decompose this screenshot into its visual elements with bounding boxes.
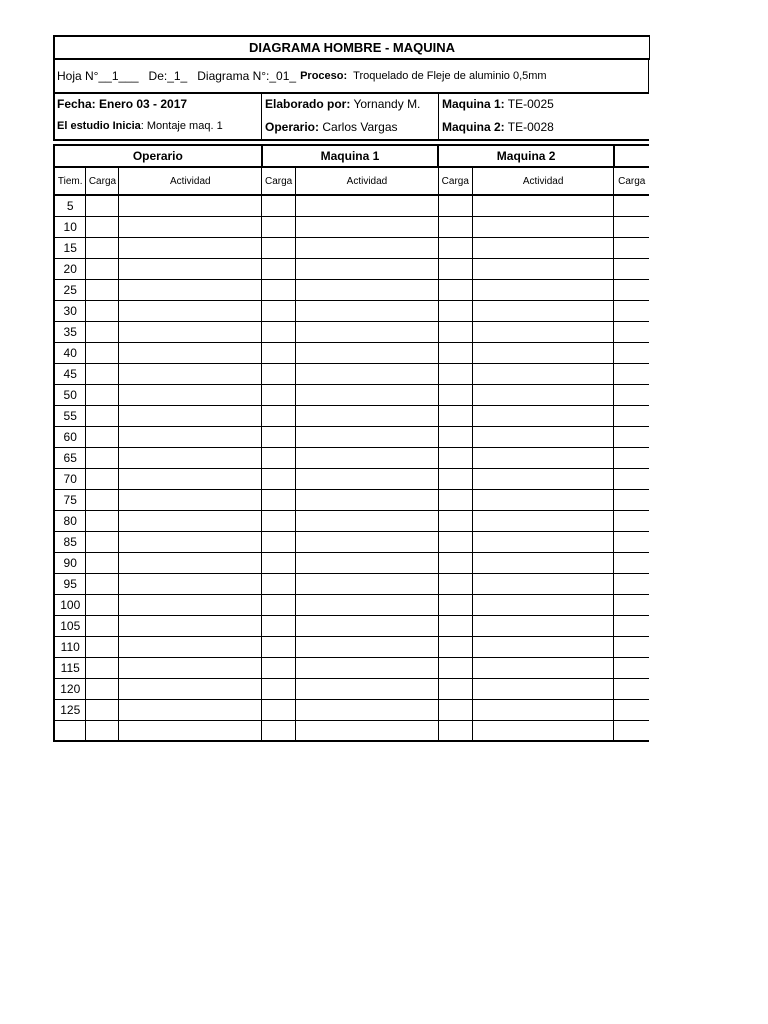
- time-cell: 75: [54, 489, 86, 510]
- maquina1-carga-cell[interactable]: [262, 300, 296, 321]
- time-cell: 20: [54, 258, 86, 279]
- maquina2-info: [442, 120, 554, 134]
- operario-actividad-cell[interactable]: [119, 279, 262, 300]
- time-cell: [54, 720, 86, 741]
- extra-carga-cell[interactable]: [614, 258, 649, 279]
- maquina1-actividad-cell[interactable]: [296, 594, 439, 615]
- table-row: [54, 279, 649, 300]
- maquina2-actividad-cell[interactable]: [472, 237, 614, 258]
- table-row: [54, 384, 649, 405]
- maquina1-carga-cell[interactable]: [262, 636, 296, 657]
- operario-carga-cell[interactable]: [86, 552, 119, 573]
- maquina2-carga-cell[interactable]: [438, 279, 472, 300]
- operario-carga-cell[interactable]: [86, 615, 119, 636]
- elaborado-value: Yornandy M.: [350, 97, 421, 111]
- maquina2-actividad-cell[interactable]: [472, 426, 614, 447]
- fecha-text: Fecha: Enero 03 - 2017: [57, 97, 188, 111]
- extra-carga-cell[interactable]: [614, 363, 649, 384]
- table-row: [54, 426, 649, 447]
- maquina1-actividad-cell[interactable]: [296, 678, 439, 699]
- info-row: [53, 60, 649, 94]
- table-row: [54, 342, 649, 363]
- operario-actividad-cell[interactable]: [119, 573, 262, 594]
- maquina2-actividad-cell[interactable]: [472, 615, 614, 636]
- maquina1-carga-cell[interactable]: [262, 594, 296, 615]
- maquina2-carga-cell[interactable]: [438, 447, 472, 468]
- operario-carga-cell[interactable]: [86, 279, 119, 300]
- maquina2-carga-cell[interactable]: [438, 468, 472, 489]
- maquina1-actividad-cell[interactable]: [296, 258, 439, 279]
- maquina2-carga-cell[interactable]: [438, 573, 472, 594]
- maquina1-actividad-cell[interactable]: [296, 384, 439, 405]
- time-cell: 40: [54, 342, 86, 363]
- elaborado-por: [265, 97, 420, 111]
- extra-carga-cell[interactable]: [614, 594, 649, 615]
- maquina2-actividad-cell[interactable]: [472, 363, 614, 384]
- maquina1-info: [442, 97, 554, 111]
- operario-carga-cell[interactable]: [86, 531, 119, 552]
- time-cell: 100: [54, 594, 86, 615]
- maquina1-carga-cell[interactable]: [262, 573, 296, 594]
- table-row: [54, 573, 649, 594]
- maquina2-carga-cell[interactable]: [438, 615, 472, 636]
- extra-carga-cell[interactable]: [614, 216, 649, 237]
- extra-carga-cell[interactable]: [614, 237, 649, 258]
- operario-carga-cell[interactable]: [86, 573, 119, 594]
- maquina2-carga-cell[interactable]: [438, 636, 472, 657]
- maquina1-carga-cell[interactable]: [262, 321, 296, 342]
- maquina2-carga-cell[interactable]: [438, 678, 472, 699]
- time-cell: 45: [54, 363, 86, 384]
- proceso-value: Troquelado de Fleje de aluminio 0,5mm: [353, 70, 547, 82]
- operario-actividad-cell[interactable]: [119, 321, 262, 342]
- estudio-inicia: [57, 120, 223, 132]
- maquina1-actividad-cell[interactable]: [296, 531, 439, 552]
- actividad-header: Actividad: [119, 167, 262, 195]
- extra-carga-cell[interactable]: [614, 405, 649, 426]
- time-cell: 120: [54, 678, 86, 699]
- maquina1-actividad-cell[interactable]: [296, 699, 439, 720]
- maquina1-actividad-cell[interactable]: [296, 321, 439, 342]
- de-number: De:_1_: [148, 69, 188, 83]
- operario-info: [265, 120, 398, 134]
- maquina1-carga-cell[interactable]: [262, 216, 296, 237]
- operario-value: Carlos Vargas: [319, 120, 398, 134]
- maquina2-carga-cell[interactable]: [438, 594, 472, 615]
- maquina1-carga-cell[interactable]: [262, 195, 296, 216]
- elaborado-label: Elaborado por:: [265, 97, 351, 111]
- extra-carga-cell[interactable]: [614, 720, 649, 741]
- maquina1-carga-cell[interactable]: [262, 258, 296, 279]
- extra-carga-cell[interactable]: [614, 384, 649, 405]
- operario-actividad-cell[interactable]: [119, 594, 262, 615]
- operario-carga-cell[interactable]: [86, 657, 119, 678]
- maquina1-actividad-cell[interactable]: [296, 636, 439, 657]
- time-cell: 95: [54, 573, 86, 594]
- maquina1-actividad-cell[interactable]: [296, 216, 439, 237]
- extra-carga-cell[interactable]: [614, 636, 649, 657]
- maquina1-actividad-cell[interactable]: [296, 657, 439, 678]
- maquina2-carga-cell[interactable]: [438, 426, 472, 447]
- maquina1-actividad-cell[interactable]: [296, 468, 439, 489]
- maquina1-value: TE-0025: [504, 97, 554, 111]
- maquina2-actividad-cell[interactable]: [472, 258, 614, 279]
- extra-carga-cell[interactable]: [614, 279, 649, 300]
- time-cell: 105: [54, 615, 86, 636]
- maquina2-carga-cell[interactable]: [438, 552, 472, 573]
- operario-carga-cell[interactable]: [86, 468, 119, 489]
- operario-actividad-cell[interactable]: [119, 720, 262, 741]
- maquina1-actividad-cell[interactable]: [296, 195, 439, 216]
- maquina2-actividad-cell[interactable]: [472, 657, 614, 678]
- operario-carga-cell[interactable]: [86, 384, 119, 405]
- operario-carga-cell[interactable]: [86, 321, 119, 342]
- table-row: [54, 321, 649, 342]
- maquina1-actividad-cell[interactable]: [296, 300, 439, 321]
- time-cell: 85: [54, 531, 86, 552]
- maquina1-actividad-cell[interactable]: [296, 552, 439, 573]
- maquina1-actividad-cell[interactable]: [296, 405, 439, 426]
- extra-carga-cell[interactable]: [614, 552, 649, 573]
- maquina2-carga-cell[interactable]: [438, 510, 472, 531]
- maquina2-carga-cell[interactable]: [438, 405, 472, 426]
- operario-actividad-cell[interactable]: [119, 615, 262, 636]
- maquina1-actividad-cell[interactable]: [296, 615, 439, 636]
- maquina2-actividad-cell[interactable]: [472, 678, 614, 699]
- maquina2-carga-cell[interactable]: [438, 699, 472, 720]
- operario-actividad-cell[interactable]: [119, 363, 262, 384]
- operario-carga-cell[interactable]: [86, 300, 119, 321]
- table-row: [54, 258, 649, 279]
- table-row: [54, 510, 649, 531]
- operario-actividad-cell[interactable]: [119, 237, 262, 258]
- carga-header: Carga: [614, 167, 649, 195]
- operario-actividad-cell[interactable]: [119, 552, 262, 573]
- table-row: [54, 615, 649, 636]
- extra-carga-cell[interactable]: [614, 678, 649, 699]
- operario-carga-cell[interactable]: [86, 636, 119, 657]
- table-row: [54, 531, 649, 552]
- extra-carga-cell[interactable]: [614, 531, 649, 552]
- maquina2-actividad-cell[interactable]: [472, 321, 614, 342]
- proceso-label: Proceso:: [300, 70, 348, 82]
- table-row: [54, 237, 649, 258]
- extra-carga-cell[interactable]: [614, 447, 649, 468]
- estudio-label: El estudio Inicia: [57, 120, 141, 132]
- maquina2-carga-cell[interactable]: [438, 363, 472, 384]
- maquina1-actividad-cell[interactable]: [296, 489, 439, 510]
- maquina2-actividad-cell[interactable]: [472, 636, 614, 657]
- maquina2-actividad-cell[interactable]: [472, 279, 614, 300]
- maquina1-actividad-cell[interactable]: [296, 426, 439, 447]
- operario-carga-cell[interactable]: [86, 237, 119, 258]
- maquina1-carga-cell[interactable]: [262, 489, 296, 510]
- table-row: [54, 363, 649, 384]
- maquina1-group-header: Maquina 1: [262, 145, 439, 167]
- time-cell: 60: [54, 426, 86, 447]
- maquina2-label: Maquina 2:: [442, 120, 505, 134]
- extra-carga-cell[interactable]: [614, 489, 649, 510]
- maquina2-actividad-cell[interactable]: [472, 384, 614, 405]
- operario-carga-cell[interactable]: [86, 216, 119, 237]
- man-machine-table: [53, 144, 649, 742]
- time-cell: 35: [54, 321, 86, 342]
- maquina1-carga-cell[interactable]: [262, 279, 296, 300]
- maquina1-actividad-cell[interactable]: [296, 279, 439, 300]
- extra-carga-cell[interactable]: [614, 468, 649, 489]
- table-row: [54, 720, 649, 741]
- extra-carga-cell[interactable]: [614, 699, 649, 720]
- maquina2-carga-cell[interactable]: [438, 237, 472, 258]
- time-cell: 50: [54, 384, 86, 405]
- maquina2-actividad-cell[interactable]: [472, 573, 614, 594]
- carga-header: Carga: [86, 167, 119, 195]
- maquina1-carga-cell[interactable]: [262, 531, 296, 552]
- maquina1-carga-cell[interactable]: [262, 468, 296, 489]
- extra-carga-cell[interactable]: [614, 657, 649, 678]
- sheet-title: DIAGRAMA HOMBRE - MAQUINA: [53, 35, 649, 60]
- operario-carga-cell[interactable]: [86, 363, 119, 384]
- maquina1-actividad-cell[interactable]: [296, 342, 439, 363]
- meta-block: [53, 94, 649, 141]
- maquina1-actividad-cell[interactable]: [296, 573, 439, 594]
- time-cell: 65: [54, 447, 86, 468]
- maquina1-label: Maquina 1:: [442, 97, 505, 111]
- extra-carga-cell[interactable]: [614, 195, 649, 216]
- diagrama-number: Diagrama N°:_01_: [197, 69, 297, 83]
- operario-actividad-cell[interactable]: [119, 468, 262, 489]
- time-cell: 80: [54, 510, 86, 531]
- maquina2-actividad-cell[interactable]: [472, 720, 614, 741]
- time-cell: 15: [54, 237, 86, 258]
- table-row: [54, 468, 649, 489]
- table-row: [54, 447, 649, 468]
- maquina2-carga-cell[interactable]: [438, 720, 472, 741]
- time-cell: 110: [54, 636, 86, 657]
- maquina1-actividad-cell[interactable]: [296, 363, 439, 384]
- maquina1-actividad-cell[interactable]: [296, 237, 439, 258]
- maquina1-carga-cell[interactable]: [262, 426, 296, 447]
- time-cell: 125: [54, 699, 86, 720]
- operario-actividad-cell[interactable]: [119, 510, 262, 531]
- operario-actividad-cell[interactable]: [119, 300, 262, 321]
- maquina1-carga-cell[interactable]: [262, 678, 296, 699]
- maquina1-carga-cell[interactable]: [262, 447, 296, 468]
- carga-header: Carga: [262, 167, 296, 195]
- time-cell: 25: [54, 279, 86, 300]
- maquina2-actividad-cell[interactable]: [472, 552, 614, 573]
- maquina2-carga-cell[interactable]: [438, 342, 472, 363]
- maquina2-carga-cell[interactable]: [438, 489, 472, 510]
- hoja-number: Hoja N°__1___: [57, 69, 139, 83]
- operario-actividad-cell[interactable]: [119, 657, 262, 678]
- meta-divider: [261, 94, 262, 139]
- table-row: [54, 699, 649, 720]
- operario-carga-cell[interactable]: [86, 510, 119, 531]
- operario-actividad-cell[interactable]: [119, 405, 262, 426]
- time-cell: 5: [54, 195, 86, 216]
- maquina2-actividad-cell[interactable]: [472, 699, 614, 720]
- maquina2-actividad-cell[interactable]: [472, 489, 614, 510]
- extra-carga-cell[interactable]: [614, 426, 649, 447]
- actividad-header: Actividad: [472, 167, 614, 195]
- maquina1-carga-cell[interactable]: [262, 510, 296, 531]
- operario-carga-cell[interactable]: [86, 405, 119, 426]
- table-row: [54, 678, 649, 699]
- maquina2-carga-cell[interactable]: [438, 300, 472, 321]
- maquina1-carga-cell[interactable]: [262, 405, 296, 426]
- maquina2-carga-cell[interactable]: [438, 321, 472, 342]
- table-row: [54, 594, 649, 615]
- operario-carga-cell[interactable]: [86, 447, 119, 468]
- table-row: [54, 636, 649, 657]
- operario-actividad-cell[interactable]: [119, 216, 262, 237]
- extra-carga-cell[interactable]: [614, 573, 649, 594]
- extra-carga-cell[interactable]: [614, 321, 649, 342]
- tiempo-header: Tiem.: [54, 167, 86, 195]
- maquina2-value: TE-0028: [504, 120, 554, 134]
- maquina1-actividad-cell[interactable]: [296, 447, 439, 468]
- maquina2-carga-cell[interactable]: [438, 258, 472, 279]
- operario-carga-cell[interactable]: [86, 342, 119, 363]
- table-row: [54, 216, 649, 237]
- maquina1-actividad-cell[interactable]: [296, 720, 439, 741]
- maquina2-actividad-cell[interactable]: [472, 405, 614, 426]
- maquina2-carga-cell[interactable]: [438, 384, 472, 405]
- maquina1-carga-cell[interactable]: [262, 615, 296, 636]
- maquina2-actividad-cell[interactable]: [472, 195, 614, 216]
- table-row: [54, 489, 649, 510]
- maquina1-carga-cell[interactable]: [262, 699, 296, 720]
- maquina2-carga-cell[interactable]: [438, 216, 472, 237]
- maquina2-carga-cell[interactable]: [438, 195, 472, 216]
- operario-carga-cell[interactable]: [86, 678, 119, 699]
- maquina2-actividad-cell[interactable]: [472, 468, 614, 489]
- operario-carga-cell[interactable]: [86, 699, 119, 720]
- operario-group-header: Operario: [54, 145, 262, 167]
- maquina1-carga-cell[interactable]: [262, 552, 296, 573]
- carga-header: Carga: [438, 167, 472, 195]
- operario-carga-cell[interactable]: [86, 720, 119, 741]
- table-row: [54, 405, 649, 426]
- estudio-value: : Montaje maq. 1: [140, 120, 223, 132]
- maquina2-actividad-cell[interactable]: [472, 447, 614, 468]
- time-cell: 70: [54, 468, 86, 489]
- operario-actividad-cell[interactable]: [119, 636, 262, 657]
- operario-actividad-cell[interactable]: [119, 489, 262, 510]
- operario-actividad-cell[interactable]: [119, 678, 262, 699]
- time-cell: 55: [54, 405, 86, 426]
- maquina2-actividad-cell[interactable]: [472, 531, 614, 552]
- operario-carga-cell[interactable]: [86, 195, 119, 216]
- operario-carga-cell[interactable]: [86, 489, 119, 510]
- time-cell: 10: [54, 216, 86, 237]
- operario-actividad-cell[interactable]: [119, 447, 262, 468]
- extra-carga-cell[interactable]: [614, 300, 649, 321]
- maquina2-actividad-cell[interactable]: [472, 216, 614, 237]
- operario-actividad-cell[interactable]: [119, 195, 262, 216]
- sub-header-row: [54, 167, 649, 195]
- maquina1-carga-cell[interactable]: [262, 657, 296, 678]
- operario-actividad-cell[interactable]: [119, 258, 262, 279]
- maquina1-carga-cell[interactable]: [262, 384, 296, 405]
- maquina2-actividad-cell[interactable]: [472, 300, 614, 321]
- operario-actividad-cell[interactable]: [119, 531, 262, 552]
- time-cell: 115: [54, 657, 86, 678]
- operario-actividad-cell[interactable]: [119, 342, 262, 363]
- maquina2-actividad-cell[interactable]: [472, 510, 614, 531]
- table-row: [54, 300, 649, 321]
- maquina1-actividad-cell[interactable]: [296, 510, 439, 531]
- maquina1-carga-cell[interactable]: [262, 720, 296, 741]
- operario-actividad-cell[interactable]: [119, 426, 262, 447]
- operario-carga-cell[interactable]: [86, 426, 119, 447]
- table-row: [54, 552, 649, 573]
- operario-actividad-cell[interactable]: [119, 699, 262, 720]
- extra-carga-cell[interactable]: [614, 342, 649, 363]
- maquina2-actividad-cell[interactable]: [472, 594, 614, 615]
- extra-carga-cell[interactable]: [614, 510, 649, 531]
- maquina2-group-header: Maquina 2: [438, 145, 614, 167]
- maquina2-carga-cell[interactable]: [438, 531, 472, 552]
- maquina2-carga-cell[interactable]: [438, 657, 472, 678]
- operario-carga-cell[interactable]: [86, 258, 119, 279]
- maquina1-carga-cell[interactable]: [262, 363, 296, 384]
- extra-group-header: [614, 145, 649, 167]
- meta-divider: [438, 94, 439, 139]
- operario-carga-cell[interactable]: [86, 594, 119, 615]
- group-header-row: [54, 145, 649, 167]
- table-row: [54, 657, 649, 678]
- maquina1-carga-cell[interactable]: [262, 237, 296, 258]
- actividad-header: Actividad: [296, 167, 439, 195]
- extra-carga-cell[interactable]: [614, 615, 649, 636]
- operario-label: Operario:: [265, 120, 320, 134]
- maquina2-actividad-cell[interactable]: [472, 342, 614, 363]
- time-cell: 30: [54, 300, 86, 321]
- time-cell: 90: [54, 552, 86, 573]
- table-row: [54, 195, 649, 216]
- maquina1-carga-cell[interactable]: [262, 342, 296, 363]
- operario-actividad-cell[interactable]: [119, 384, 262, 405]
